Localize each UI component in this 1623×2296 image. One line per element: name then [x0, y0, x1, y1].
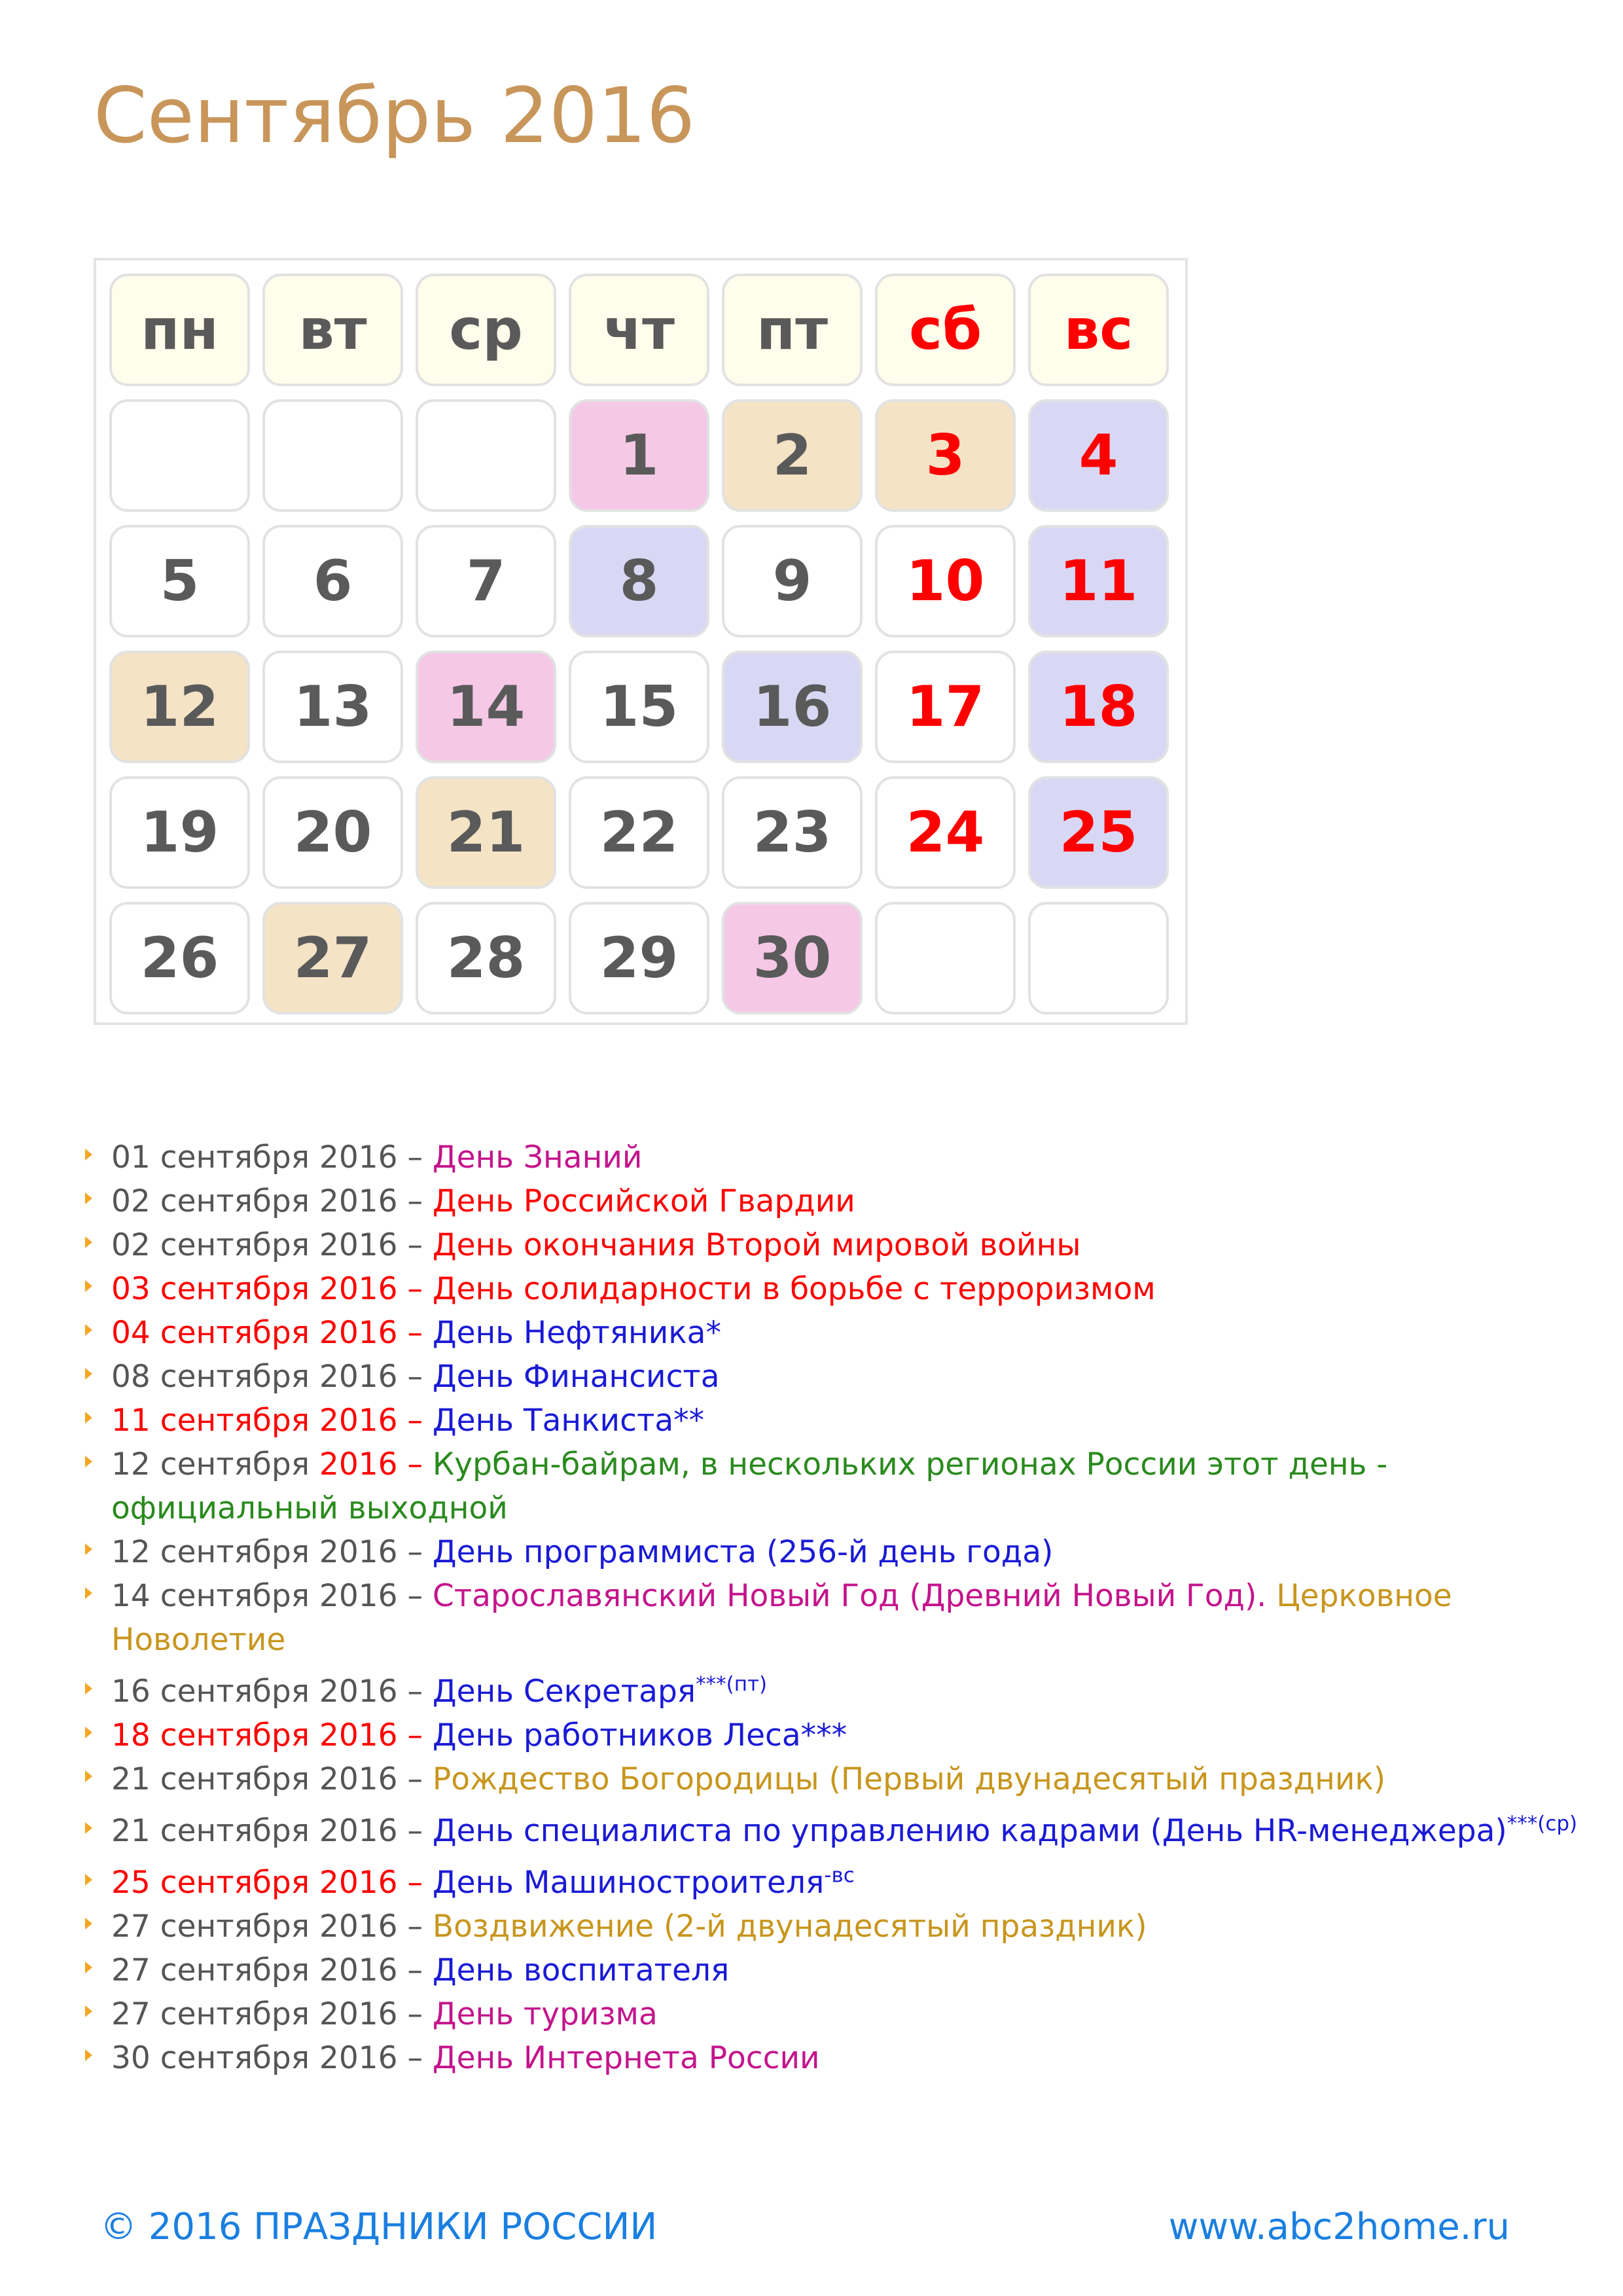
holiday-name: День туризма — [432, 1996, 658, 2032]
day-cell: 12 — [109, 651, 250, 763]
holiday-date: 30 сентября 2016 – — [111, 2040, 433, 2076]
bullet-icon — [85, 1149, 92, 1160]
holiday-date: 02 сентября 2016 – — [111, 1183, 433, 1219]
website-link[interactable]: www.abc2home.ru — [1168, 2206, 1510, 2248]
holiday-date: 14 сентября 2016 – — [111, 1578, 433, 1614]
bullet-icon — [85, 1587, 92, 1599]
holiday-name: 2016 – — [319, 1446, 433, 1482]
holiday-item — [111, 1809, 1584, 1853]
day-cell: 10 — [875, 525, 1016, 637]
holiday-item — [111, 1443, 1584, 1530]
empty-day-cell — [1028, 902, 1169, 1014]
holiday-item — [111, 1574, 1584, 1662]
holiday-date: 25 сентября 2016 – — [111, 1865, 433, 1901]
day-cell: 15 — [569, 651, 709, 763]
weekday-header: пн — [109, 274, 250, 386]
holiday-name: День Знаний — [432, 1139, 643, 1175]
holiday-item — [111, 1757, 1584, 1801]
holiday-name: Старославянский Новый Год (Древний Новый Год). — [432, 1578, 1277, 1614]
day-cell: 11 — [1028, 525, 1169, 637]
holiday-footnote-mark: -вс — [824, 1863, 855, 1888]
holiday-list — [111, 1136, 1584, 2080]
bullet-icon — [85, 1543, 92, 1555]
holiday-name: Воздвижение (2-й двунадесятый праздник) — [432, 1909, 1147, 1945]
day-cell: 17 — [875, 651, 1016, 763]
holiday-date: 04 сентября 2016 – — [111, 1315, 433, 1351]
holiday-name: День Интернета России — [432, 2040, 820, 2076]
day-cell: 3 — [875, 399, 1016, 512]
bullet-icon — [85, 1727, 92, 1738]
holiday-date: 12 сентября — [111, 1446, 319, 1482]
holiday-date: 03 сентября 2016 – — [111, 1271, 433, 1307]
day-cell: 7 — [416, 525, 556, 637]
holiday-name: День программиста (256-й день года) — [432, 1534, 1054, 1570]
day-cell: 30 — [722, 902, 863, 1014]
day-cell: 27 — [262, 902, 403, 1014]
holiday-date: 18 сентября 2016 – — [111, 1717, 433, 1753]
holiday-name: День Машиностроителя — [432, 1865, 825, 1901]
bullet-icon — [85, 1874, 92, 1886]
bullet-icon — [85, 2005, 92, 2017]
bullet-icon — [85, 1280, 92, 1292]
holiday-date: 27 сентября 2016 – — [111, 1952, 433, 1988]
calendar-grid — [94, 258, 1188, 1025]
holiday-name: День работников Леса*** — [432, 1717, 847, 1753]
holiday-name: День Секретаря — [432, 1674, 696, 1710]
bullet-icon — [85, 1918, 92, 1929]
holiday-name: День Финансиста — [432, 1359, 720, 1395]
holiday-item — [111, 1530, 1584, 1574]
holiday-item — [111, 1905, 1584, 1948]
day-cell: 1 — [569, 399, 709, 512]
holiday-date: 21 сентября 2016 – — [111, 1761, 433, 1797]
holiday-item — [111, 1399, 1584, 1443]
holiday-date: 08 сентября 2016 – — [111, 1359, 433, 1395]
bullet-icon — [85, 1456, 92, 1467]
holiday-date: 21 сентября 2016 – — [111, 1813, 433, 1849]
day-cell: 16 — [722, 651, 863, 763]
day-cell: 6 — [262, 525, 403, 637]
holiday-item — [111, 1267, 1584, 1311]
holiday-name: День Нефтяника* — [432, 1315, 721, 1351]
bullet-icon — [85, 1193, 92, 1204]
bullet-icon — [85, 1962, 92, 1973]
day-cell: 8 — [569, 525, 709, 637]
day-cell: 9 — [722, 525, 863, 637]
empty-day-cell — [416, 399, 556, 512]
bullet-icon — [85, 1368, 92, 1380]
bullet-icon — [85, 1412, 92, 1424]
day-cell: 29 — [569, 902, 709, 1014]
holiday-date: 27 сентября 2016 – — [111, 1996, 433, 2032]
holiday-date: 12 сентября 2016 – — [111, 1534, 433, 1570]
holiday-name: День Танкиста** — [432, 1403, 705, 1439]
day-cell: 14 — [416, 651, 556, 763]
holiday-item — [111, 1355, 1584, 1399]
bullet-icon — [85, 1822, 92, 1834]
holiday-item — [111, 1670, 1584, 1713]
day-cell: 24 — [875, 776, 1016, 889]
bullet-icon — [85, 1683, 92, 1695]
empty-day-cell — [262, 399, 403, 512]
day-cell: 4 — [1028, 399, 1169, 512]
day-cell: 18 — [1028, 651, 1169, 763]
holiday-name: День специалиста по управлению кадрами (День HR-менеджера) — [432, 1813, 1507, 1849]
holiday-footnote-mark: ***(пт) — [696, 1672, 768, 1696]
footer-copyright: © 2016 ПРАЗДНИКИ РОССИИ — [100, 2206, 658, 2248]
day-cell: 22 — [569, 776, 709, 889]
bullet-icon — [85, 1770, 92, 1782]
holiday-date: 16 сентября 2016 – — [111, 1674, 433, 1710]
holiday-date: 02 сентября 2016 – — [111, 1227, 433, 1263]
holiday-name: День воспитателя — [432, 1952, 730, 1988]
holiday-item — [111, 1136, 1584, 1179]
holiday-name: Церковное Новолетие — [111, 1578, 1452, 1658]
empty-day-cell — [875, 902, 1016, 1014]
holiday-item — [111, 1223, 1584, 1267]
day-cell: 13 — [262, 651, 403, 763]
holiday-date: 27 сентября 2016 – — [111, 1909, 433, 1945]
holiday-item — [111, 1992, 1584, 2036]
day-cell: 28 — [416, 902, 556, 1014]
weekday-header: ср — [416, 274, 556, 386]
holiday-item — [111, 1861, 1584, 1905]
page-title: Сентябрь 2016 — [94, 71, 696, 160]
weekday-header: пт — [722, 274, 863, 386]
weekday-header: вт — [262, 274, 403, 386]
holiday-footnote-mark: ***(ср) — [1507, 1812, 1578, 1836]
day-cell: 5 — [109, 525, 250, 637]
holiday-name: День солидарности в борьбе с терроризмом — [432, 1271, 1156, 1307]
day-cell: 26 — [109, 902, 250, 1014]
weekday-header: сб — [875, 274, 1016, 386]
holiday-item — [111, 2036, 1584, 2080]
day-cell: 23 — [722, 776, 863, 889]
day-cell: 19 — [109, 776, 250, 889]
day-cell: 2 — [722, 399, 863, 512]
holiday-name: Курбан-байрам, в нескольких регионах России этот день - официальный выходной — [111, 1446, 1388, 1526]
bullet-icon — [85, 1324, 92, 1336]
day-cell: 25 — [1028, 776, 1169, 889]
holiday-name: Рождество Богородицы (Первый двунадесятый праздник) — [432, 1761, 1386, 1797]
weekday-header: чт — [569, 274, 709, 386]
bullet-icon — [85, 2049, 92, 2061]
bullet-icon — [85, 1236, 92, 1248]
holiday-date: 01 сентября 2016 – — [111, 1139, 433, 1175]
holiday-item — [111, 1713, 1584, 1757]
holiday-item — [111, 1948, 1584, 1992]
empty-day-cell — [109, 399, 250, 512]
holiday-item — [111, 1179, 1584, 1223]
holiday-date: 11 сентября 2016 – — [111, 1403, 433, 1439]
day-cell: 21 — [416, 776, 556, 889]
holiday-name: День Российской Гвардии — [432, 1183, 855, 1219]
weekday-header: вс — [1028, 274, 1169, 386]
holiday-name: День окончания Второй мировой войны — [432, 1227, 1081, 1263]
holiday-item — [111, 1311, 1584, 1355]
day-cell: 20 — [262, 776, 403, 889]
